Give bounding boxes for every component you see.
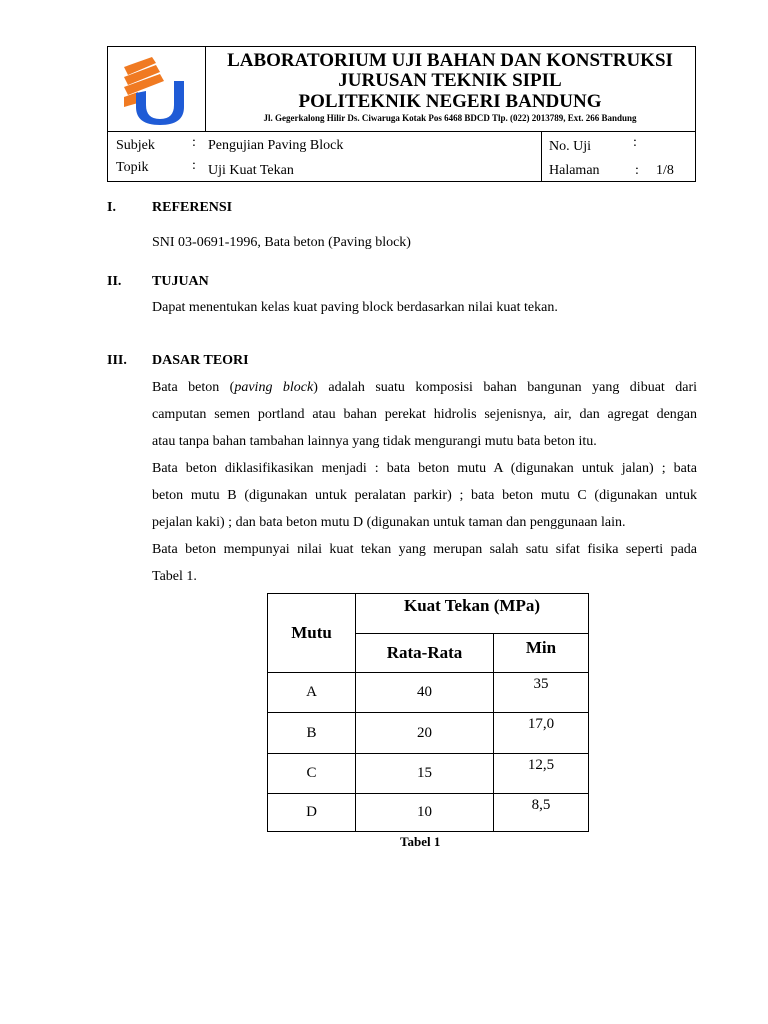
cell-mutu: B	[268, 713, 356, 754]
no-uji-colon: :	[633, 135, 637, 150]
header-kuat-tekan: Kuat Tekan (MPa)	[356, 594, 589, 634]
document-header	[107, 46, 696, 182]
polban-logo	[122, 55, 188, 125]
theory-p1-italic-term: paving block	[234, 380, 314, 395]
header-rata-rata: Rata-Rata	[356, 634, 494, 673]
institution-address: Jl. Gegerkalong Hilir Ds. Ciwaruga Kotak Pos 6468 BDCD Tlp. (022) 2013789, Ext. 266 Bandung	[263, 113, 637, 123]
cell-rata: 15	[356, 754, 494, 794]
no-uji-label: No. Uji	[549, 139, 591, 154]
section-3-title: DASAR TEORI	[152, 353, 249, 368]
header-min: Min	[494, 634, 589, 673]
cell-min: 12,5	[494, 754, 589, 794]
table-row	[268, 754, 589, 794]
cell-mutu: A	[268, 673, 356, 713]
title-line-2: JURUSAN TEKNIK SIPIL	[338, 70, 562, 91]
theory-p1-text-b: ) adalah suatu komposisi bahan bangunan yang dibuat dari	[313, 380, 698, 395]
table-row	[268, 794, 589, 832]
theory-paragraph-2-line-2: beton mutu B (digunakan untuk peralatan parkir) ; bata beton mutu C (digunakan untuk	[152, 488, 697, 503]
strength-table	[267, 593, 589, 832]
halaman-colon: :	[635, 163, 639, 178]
halaman-label: Halaman	[549, 163, 600, 178]
institution-title	[205, 47, 695, 131]
cell-rata: 40	[356, 673, 494, 713]
theory-paragraph-2-line-1: Bata beton diklasifikasikan menjadi : bata beton mutu A (digunakan untuk jalan) ; bata	[152, 461, 697, 476]
section-1-number: I.	[107, 200, 116, 215]
subjek-colon: :	[192, 135, 196, 150]
cell-min: 8,5	[494, 794, 589, 832]
section-2-title: TUJUAN	[152, 274, 209, 289]
topik-colon: :	[192, 158, 196, 173]
theory-paragraph-3-line-1: Bata beton mempunyai nilai kuat tekan yang merupan salah satu sifat fisika seperti pada	[152, 542, 697, 557]
table-row	[268, 673, 589, 713]
section-1-title: REFERENSI	[152, 200, 233, 215]
header-divider	[108, 131, 695, 132]
theory-paragraph-1-line-2: camputan semen portland atau bahan perekat hidrolis sejenisnya, air, dan agregat dengan	[152, 407, 697, 422]
subjek-value: Pengujian Paving Block	[208, 138, 344, 153]
topik-label: Topik	[116, 160, 149, 175]
cell-mutu: D	[268, 794, 356, 832]
section-1-text: SNI 03-0691-1996, Bata beton (Paving block)	[152, 235, 411, 250]
cell-rata: 20	[356, 713, 494, 754]
title-line-1: LABORATORIUM UJI BAHAN DAN KONSTRUKSI	[227, 50, 673, 71]
theory-paragraph-1-line-3: atau tanpa bahan tambahan lainnya yang tidak mengurangi mutu bata beton itu.	[152, 434, 597, 449]
header-mutu: Mutu	[268, 594, 356, 673]
theory-paragraph-1-line-1	[152, 374, 697, 401]
halaman-value: 1/8	[656, 163, 674, 178]
theory-p1-text-a: Bata beton (	[152, 380, 235, 395]
topik-value: Uji Kuat Tekan	[208, 163, 294, 178]
subjek-label: Subjek	[116, 138, 155, 153]
cell-rata: 10	[356, 794, 494, 832]
title-line-3: POLITEKNIK NEGERI BANDUNG	[298, 91, 602, 112]
table-caption: Tabel 1	[400, 834, 441, 849]
table-row	[268, 713, 589, 754]
header-column-divider	[541, 131, 542, 181]
theory-paragraph-2-line-3: pejalan kaki) ; dan bata beton mutu D (digunakan untuk taman dan penggunaan lain.	[152, 515, 626, 530]
cell-mutu: C	[268, 754, 356, 794]
section-3-number: III.	[107, 353, 127, 368]
section-2-text: Dapat menentukan kelas kuat paving block berdasarkan nilai kuat tekan.	[152, 300, 558, 315]
section-2-number: II.	[107, 274, 122, 289]
cell-min: 17,0	[494, 713, 589, 754]
logo-cell	[108, 47, 206, 131]
theory-paragraph-3-line-2: Tabel 1.	[152, 569, 197, 584]
cell-min: 35	[494, 673, 589, 713]
